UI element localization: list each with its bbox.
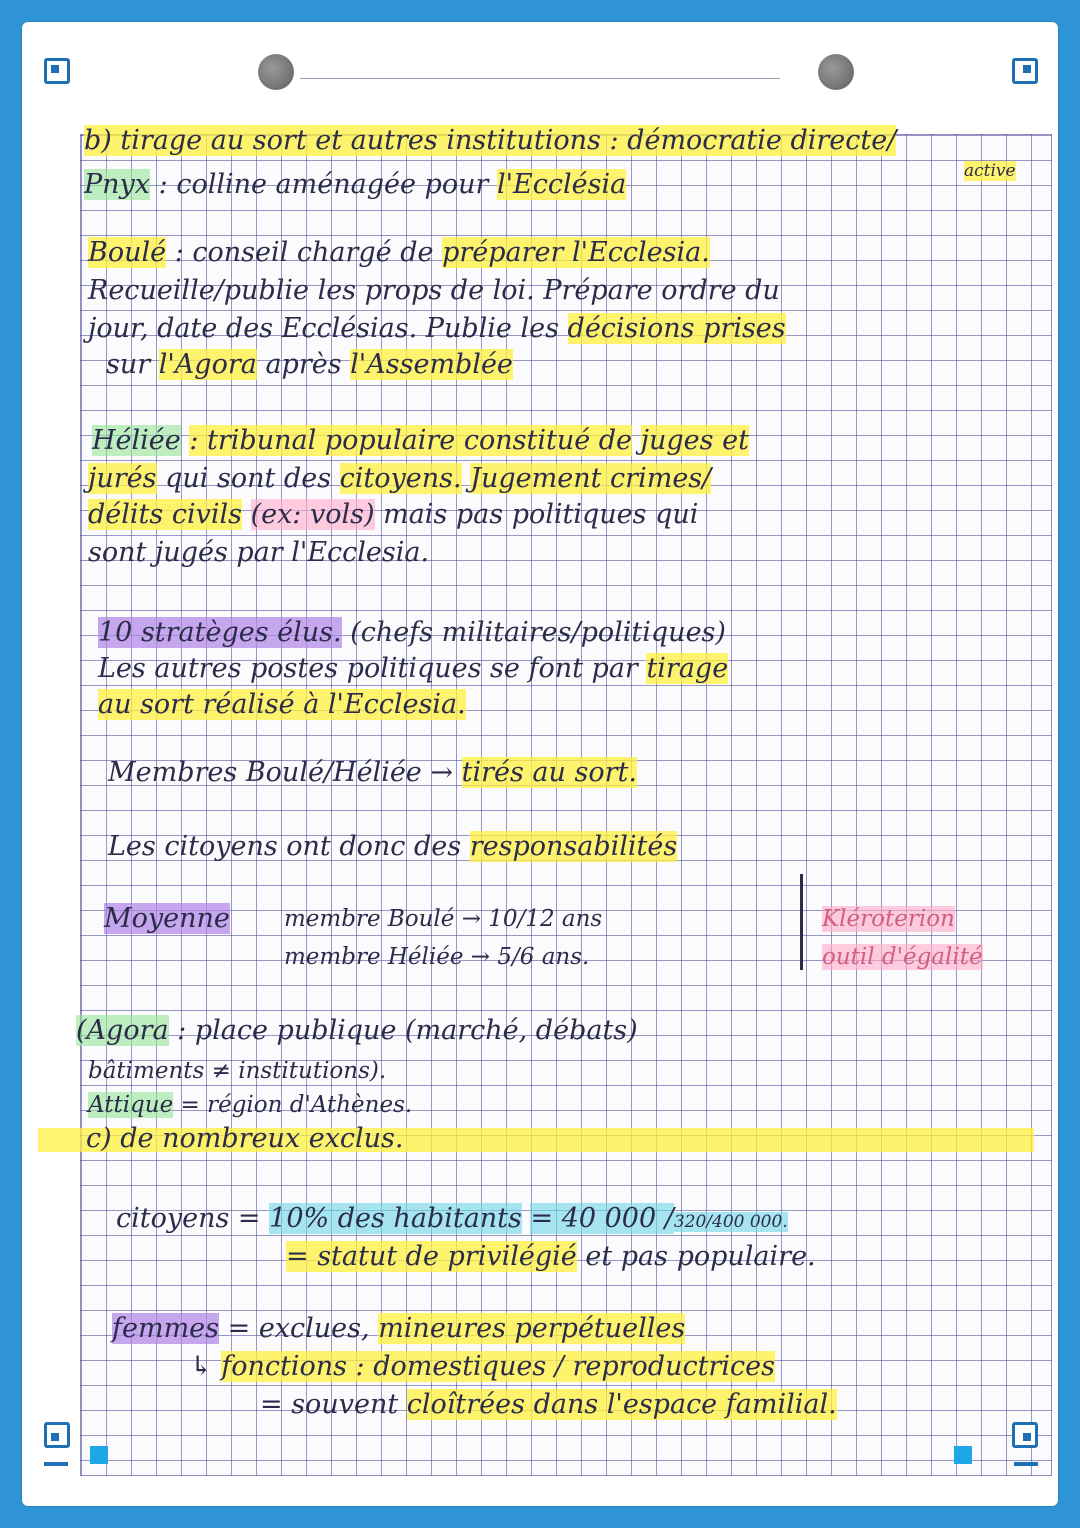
- note-line: [98, 688, 466, 722]
- note-text: et pas populaire.: [585, 1241, 816, 1272]
- note-line: [88, 274, 780, 308]
- note-annotation: active: [964, 161, 1016, 181]
- term-attique: Attique: [88, 1092, 174, 1118]
- note-line: [116, 1202, 788, 1239]
- note-line: [964, 154, 1016, 188]
- term-agora-def: (Agora: [76, 1015, 169, 1046]
- note-line: [286, 1240, 816, 1274]
- term-pnyx: Pnyx: [84, 169, 151, 200]
- note-line: [284, 902, 602, 936]
- note-line: [98, 616, 726, 650]
- term-agora: l'Agora: [158, 349, 257, 380]
- note-line: [108, 830, 677, 864]
- note-text: : place publique (marché, débats): [177, 1015, 638, 1046]
- note-annotation: outil d'égalité: [822, 944, 983, 970]
- note-highlight: responsabilités: [469, 831, 678, 862]
- term-assemblee: l'Assemblée: [350, 349, 513, 380]
- note-highlight: citoyens.: [339, 463, 462, 494]
- note-text: = exclues,: [227, 1313, 370, 1344]
- note-line: [822, 902, 955, 936]
- section-heading-c: c) de nombreux exclus.: [86, 1123, 404, 1154]
- note-line: [112, 1312, 685, 1346]
- note-text: après: [265, 349, 342, 380]
- section-heading-b: b) tirage au sort et autres institutions : démocratie directe/: [84, 125, 897, 156]
- note-line: [284, 940, 589, 974]
- note-text: : colline aménagée pour: [158, 169, 489, 200]
- note-line: [108, 756, 637, 790]
- note-highlight: tirés au sort.: [461, 757, 637, 788]
- note-text: = région d'Athènes.: [180, 1092, 413, 1118]
- note-text: sur: [106, 349, 151, 380]
- note-line: [98, 652, 728, 686]
- note-line: [104, 902, 230, 936]
- note-highlight: = statut de privilégié: [286, 1241, 577, 1272]
- note-highlight: tirage: [646, 653, 729, 684]
- note-example: (ex: vols): [250, 499, 375, 530]
- handwritten-notes: [22, 22, 1058, 1506]
- note-highlight: décisions prises: [567, 313, 786, 344]
- note-line: [88, 498, 698, 532]
- note-highlight: délits civils: [88, 499, 242, 530]
- note-line: [86, 1122, 404, 1156]
- note-line: [822, 940, 983, 974]
- note-highlight: Jugement crimes/: [470, 463, 712, 494]
- note-highlight: = 40 000 /: [530, 1203, 674, 1234]
- term-ecclesia: l'Ecclésia: [496, 169, 627, 200]
- note-text: membre Boulé → 10/12 ans: [284, 906, 603, 932]
- note-text: jour, date des Ecclésias. Publie les: [88, 313, 559, 344]
- note-line: [88, 536, 429, 570]
- note-highlight: : tribunal populaire constitué de: [189, 425, 633, 456]
- note-text: mais pas politiques qui: [383, 499, 699, 530]
- notebook-page: [22, 22, 1058, 1506]
- note-line: [88, 312, 786, 346]
- note-text: citoyens =: [116, 1203, 261, 1234]
- note-line: [88, 462, 711, 496]
- arrow-icon: ↳: [190, 1351, 213, 1382]
- note-line: [190, 1350, 775, 1384]
- term-heliee: Héliée: [92, 425, 181, 456]
- note-text: sont jugés par l'Ecclesia.: [88, 537, 430, 568]
- note-highlight: fonctions : domestiques / reproductrices: [221, 1351, 775, 1382]
- divider: [800, 874, 803, 970]
- note-text: qui sont des: [165, 463, 332, 494]
- note-highlight: 320/400 000.: [673, 1212, 788, 1232]
- note-line: [88, 1054, 386, 1088]
- note-highlight: juges et: [640, 425, 749, 456]
- note-line: [88, 236, 710, 270]
- note-highlight: jurés: [88, 463, 157, 494]
- note-highlight: cloîtrées dans l'espace familial.: [406, 1389, 837, 1420]
- note-text: : conseil chargé de: [174, 237, 434, 268]
- term-kleroterion: Kléroterion: [822, 906, 955, 932]
- note-line: [88, 1088, 412, 1122]
- note-text: bâtiments ≠ institutions).: [88, 1058, 387, 1084]
- note-text: Membres Boulé/Héliée →: [108, 757, 453, 788]
- note-text: (chefs militaires/politiques): [350, 617, 726, 648]
- note-text: Les autres postes politiques se font par: [98, 653, 638, 684]
- note-text: Recueille/publie les props de loi. Prépare ordre du: [88, 275, 780, 306]
- note-text: = souvent: [260, 1389, 399, 1420]
- note-line: [76, 1014, 638, 1048]
- term-strateges: 10 stratèges élus.: [98, 617, 342, 648]
- note-highlight: 10% des habitants: [269, 1203, 522, 1234]
- note-highlight: mineures perpétuelles: [378, 1313, 686, 1344]
- term-femmes: femmes: [112, 1313, 220, 1344]
- note-line: [92, 424, 749, 458]
- note-highlight: préparer l'Ecclesia.: [442, 237, 710, 268]
- note-text: membre Héliée → 5/6 ans.: [284, 944, 590, 970]
- note-line: [260, 1388, 837, 1422]
- note-line: [84, 124, 896, 158]
- note-text: Les citoyens ont donc des: [108, 831, 462, 862]
- term-boule: Boulé: [88, 237, 167, 268]
- note-highlight: au sort réalisé à l'Ecclesia.: [98, 689, 466, 720]
- note-line: [106, 348, 513, 382]
- term-moyenne: Moyenne: [104, 903, 230, 934]
- note-line: [84, 168, 626, 202]
